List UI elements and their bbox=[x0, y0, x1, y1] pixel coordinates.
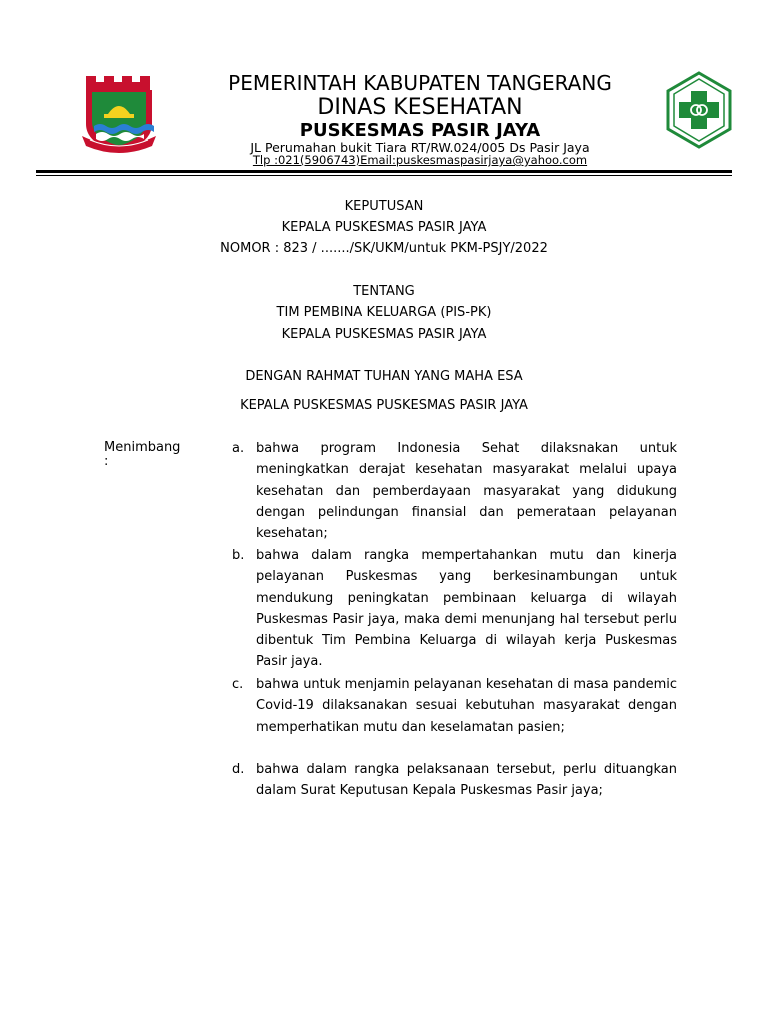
item-text-a: bahwa program Indonesia Sehat dilaksnakan untuk meningkatkan derajat kesehatan masyarakat melalui upaya kesehatan dan pemberdayaan masyarakat yang didukung dengan pelindungan finansial dan pemerataan pelayanan kesehatan; bbox=[256, 441, 677, 542]
item-text-b: bahwa dalam rangka mempertahankan mutu dan kinerja pelayanan Puskesmas yang berkesinambungan untuk mendukung peningkatan pembinaan keluarga di wilayah Puskesmas Pasir jaya, maka demi menunjang hal tersebut perlu dibentuk Tim Pembina Keluarga di wilayah kerja Puskesmas Pasir jaya. bbox=[256, 548, 677, 670]
org-line-1: PEMERINTAH KABUPATEN TANGERANG bbox=[228, 71, 612, 95]
menimbang-colon: : bbox=[104, 454, 109, 469]
header-rule-thick bbox=[36, 170, 732, 173]
menimbang-label-text: Menimbang bbox=[104, 440, 181, 455]
item-text-d: bahwa dalam rangka pelaksanaan tersebut, perlu dituangkan dalam Surat Keputusan Kepala Puskesmas Pasir jaya; bbox=[256, 762, 677, 799]
item-letter-a: a. bbox=[232, 441, 245, 456]
item-letter-b: b. bbox=[232, 548, 245, 563]
item-letter-c: c. bbox=[232, 677, 244, 692]
address: JL Perumahan bukit Tiara RT/RW.024/005 Ds Pasir Jaya bbox=[250, 140, 590, 155]
title-nomor: NOMOR : 823 / ......./SK/UKM/untuk PKM-PSJY/2022 bbox=[220, 241, 548, 256]
title-kepala-2: KEPALA PUSKESMAS PASIR JAYA bbox=[281, 327, 487, 342]
kabupaten-tangerang-crest-icon bbox=[82, 74, 156, 154]
title-kepala-3: KEPALA PUSKESMAS PUSKESMAS PASIR JAYA bbox=[240, 398, 528, 413]
title-tim: TIM PEMBINA KELUARGA (PIS-PK) bbox=[276, 305, 492, 320]
item-text-c: bahwa untuk menjamin pelayanan kesehatan di masa pandemic Covid-19 dilaksanakan sesuai kebutuhan masyarakat dengan memperhatikan mutu dan keselamatan pasien; bbox=[256, 677, 677, 735]
title-tentang: TENTANG bbox=[353, 284, 415, 299]
header-rule-thin bbox=[36, 175, 732, 176]
title-keputusan: KEPUTUSAN bbox=[344, 199, 424, 214]
menimbang-label bbox=[104, 441, 214, 469]
contact-line: Tlp :021(5906743)Email:puskesmaspasirjaya@yahoo.com bbox=[252, 153, 588, 167]
item-letter-d: d. bbox=[232, 762, 245, 777]
org-line-3: PUSKESMAS PASIR JAYA bbox=[299, 120, 541, 141]
org-line-2: DINAS KESEHATAN bbox=[317, 95, 523, 120]
title-rahmat: DENGAN RAHMAT TUHAN YANG MAHA ESA bbox=[245, 369, 523, 384]
title-kepala: KEPALA PUSKESMAS PASIR JAYA bbox=[281, 220, 487, 235]
